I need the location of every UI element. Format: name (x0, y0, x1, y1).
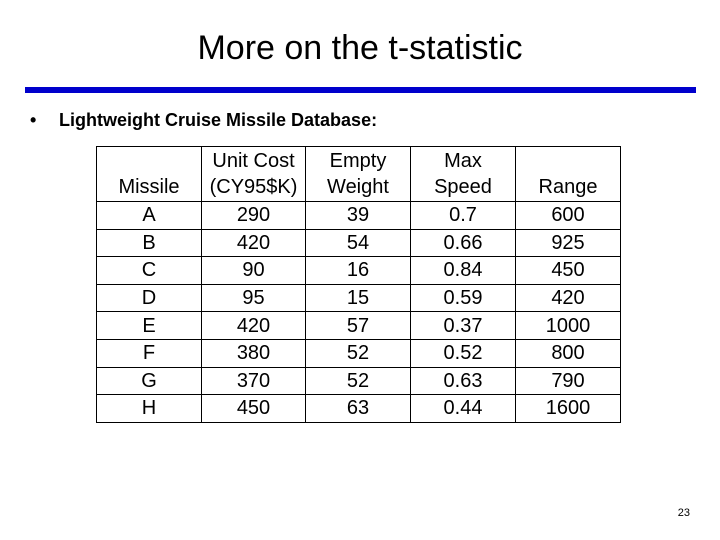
table-row (97, 339, 621, 367)
table-row (97, 312, 621, 340)
cell-unit-cost: 420 (202, 229, 306, 257)
cell-range: 450 (516, 257, 621, 285)
cell-missile: G (97, 367, 202, 395)
cell-unit-cost: 290 (202, 202, 306, 230)
cell-unit-cost: 380 (202, 339, 306, 367)
bullet-dot-icon: • (30, 110, 37, 130)
table-row (97, 202, 621, 230)
cell-empty-weight: 52 (306, 367, 411, 395)
cell-missile: D (97, 284, 202, 312)
cell-missile: H (97, 395, 202, 423)
header-range (516, 147, 621, 202)
header-line: (CY95$K) (209, 176, 298, 198)
cell-missile: C (97, 257, 202, 285)
header-line: Max (444, 150, 482, 172)
header-line: Empty (329, 150, 387, 172)
missile-table (96, 146, 621, 423)
header-line: Range (538, 176, 598, 198)
slide-title: More on the t-statistic (197, 29, 523, 67)
cell-empty-weight: 52 (306, 339, 411, 367)
table-row (97, 257, 621, 285)
cell-max-speed: 0.59 (411, 284, 516, 312)
table-body (97, 202, 621, 423)
cell-empty-weight: 57 (306, 312, 411, 340)
header-line: Weight (327, 176, 389, 198)
table-row (97, 367, 621, 395)
cell-unit-cost: 95 (202, 284, 306, 312)
cell-max-speed: 0.84 (411, 257, 516, 285)
table-row (97, 284, 621, 312)
cell-unit-cost: 90 (202, 257, 306, 285)
cell-range: 800 (516, 339, 621, 367)
cell-range: 1600 (516, 395, 621, 423)
cell-max-speed: 0.66 (411, 229, 516, 257)
cell-range: 1000 (516, 312, 621, 340)
cell-max-speed: 0.63 (411, 367, 516, 395)
cell-max-speed: 0.7 (411, 202, 516, 230)
cell-unit-cost: 450 (202, 395, 306, 423)
cell-missile: A (97, 202, 202, 230)
header-max-speed (411, 147, 516, 202)
cell-empty-weight: 39 (306, 202, 411, 230)
cell-empty-weight: 54 (306, 229, 411, 257)
table-row (97, 395, 621, 423)
header-line: Unit Cost (212, 150, 295, 172)
cell-missile: B (97, 229, 202, 257)
header-line (97, 148, 201, 174)
header-line (516, 148, 620, 174)
cell-range: 925 (516, 229, 621, 257)
cell-max-speed: 0.44 (411, 395, 516, 423)
bullet-text: Lightweight Cruise Missile Database: (59, 110, 378, 130)
header-empty-weight (306, 147, 411, 202)
cell-empty-weight: 15 (306, 284, 411, 312)
cell-range: 600 (516, 202, 621, 230)
cell-max-speed: 0.37 (411, 312, 516, 340)
header-unit-cost (202, 147, 306, 202)
header-missile (97, 147, 202, 202)
page-number: 23 (677, 507, 690, 519)
title-divider (25, 87, 696, 93)
cell-empty-weight: 16 (306, 257, 411, 285)
table-header-row (97, 147, 621, 202)
cell-range: 420 (516, 284, 621, 312)
cell-max-speed: 0.52 (411, 339, 516, 367)
cell-unit-cost: 420 (202, 312, 306, 340)
cell-missile: F (97, 339, 202, 367)
cell-unit-cost: 370 (202, 367, 306, 395)
cell-range: 790 (516, 367, 621, 395)
table-row (97, 229, 621, 257)
cell-missile: E (97, 312, 202, 340)
header-line: Missile (118, 176, 180, 198)
cell-empty-weight: 63 (306, 395, 411, 423)
header-line: Speed (434, 176, 492, 198)
